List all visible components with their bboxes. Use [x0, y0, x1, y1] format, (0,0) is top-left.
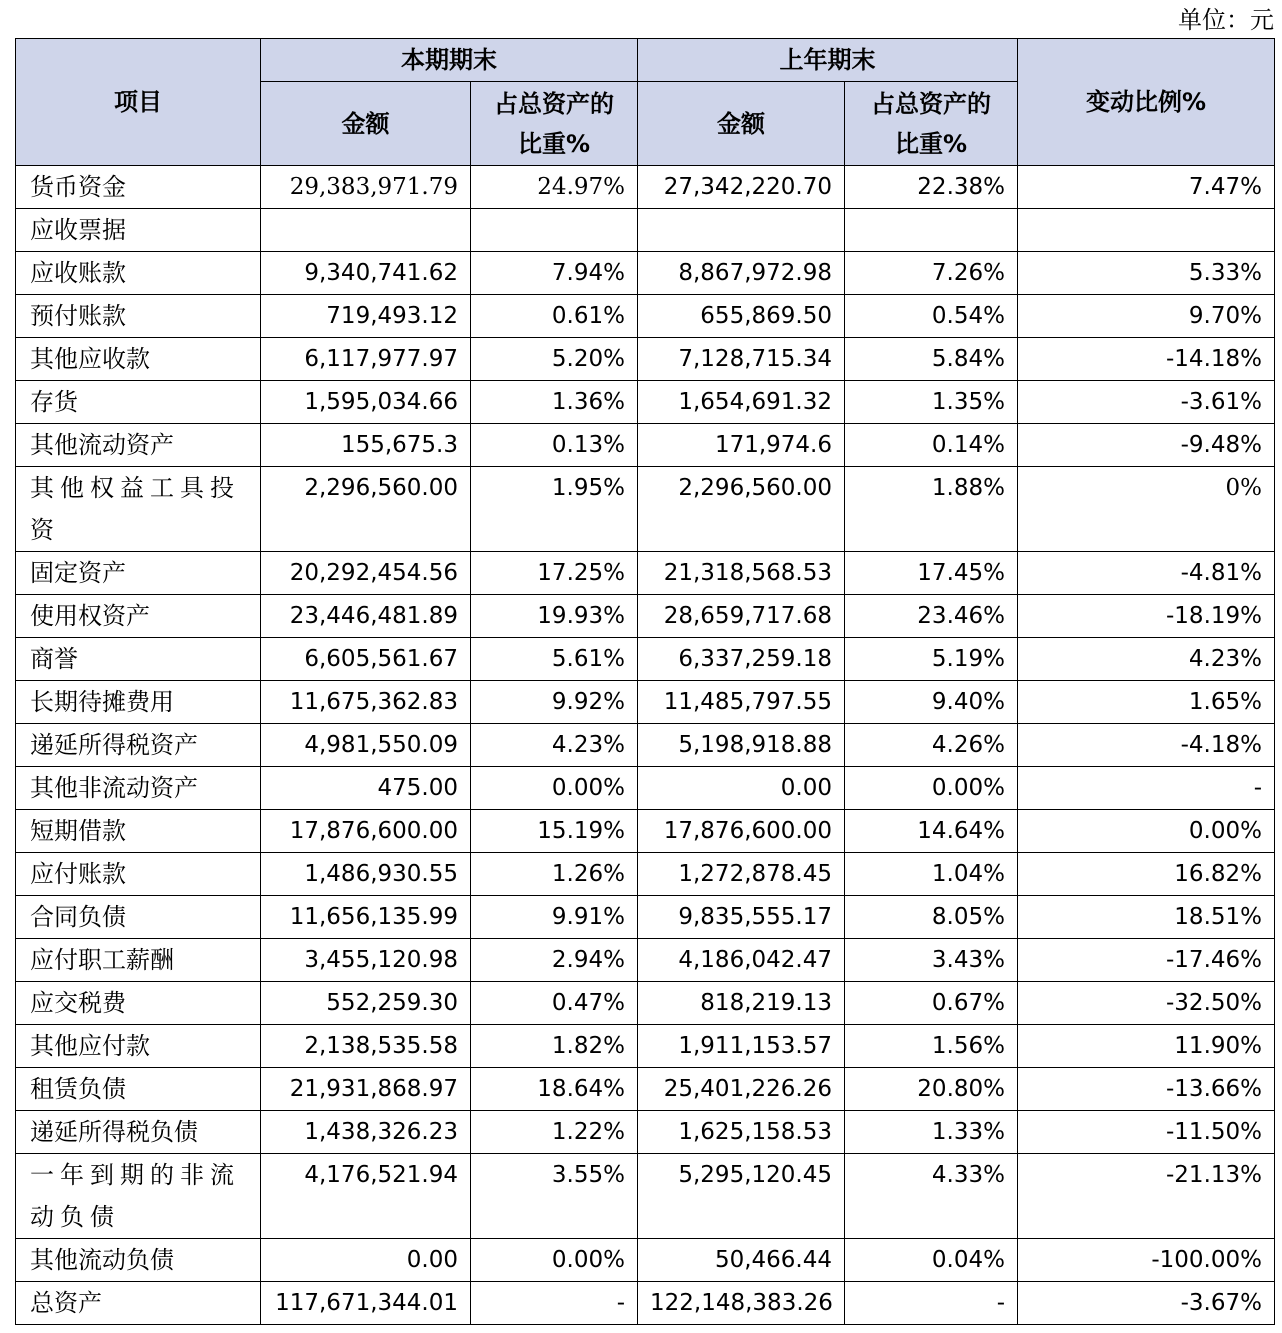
- previous-share: 0.00%: [845, 767, 1018, 810]
- row-item-name: 存货: [16, 381, 261, 424]
- change-ratio: -100.00%: [1018, 1239, 1275, 1282]
- current-amount: 9,340,741.62: [261, 252, 471, 295]
- row-item-name: 总资产: [16, 1282, 261, 1325]
- table-row: [16, 810, 1275, 853]
- previous-amount: [638, 209, 845, 252]
- current-amount: 1,595,034.66: [261, 381, 471, 424]
- previous-share: [845, 209, 1018, 252]
- row-item-name: 递延所得税资产: [16, 724, 261, 767]
- current-amount: 17,876,600.00: [261, 810, 471, 853]
- previous-amount: 28,659,717.68: [638, 595, 845, 638]
- current-share: 3.55%: [471, 1154, 638, 1239]
- table-row: [16, 939, 1275, 982]
- change-ratio: -3.67%: [1018, 1282, 1275, 1325]
- table-row: [16, 1111, 1275, 1154]
- change-ratio: -21.13%: [1018, 1154, 1275, 1239]
- current-amount: 11,656,135.99: [261, 896, 471, 939]
- change-ratio: 18.51%: [1018, 896, 1275, 939]
- current-amount: 475.00: [261, 767, 471, 810]
- previous-amount: 21,318,568.53: [638, 552, 845, 595]
- previous-share: 4.26%: [845, 724, 1018, 767]
- header-current-amount: 金额: [261, 82, 471, 166]
- current-amount: 0.00: [261, 1239, 471, 1282]
- previous-amount: 1,911,153.57: [638, 1025, 845, 1068]
- row-item-name: 固定资产: [16, 552, 261, 595]
- current-share: 17.25%: [471, 552, 638, 595]
- previous-amount: 0.00: [638, 767, 845, 810]
- current-amount: 21,931,868.97: [261, 1068, 471, 1111]
- table-row: [16, 252, 1275, 295]
- table-row: [16, 896, 1275, 939]
- row-item-name: 货币资金: [16, 166, 261, 209]
- header-change-ratio: 变动比例%: [1018, 39, 1275, 166]
- previous-share: 1.04%: [845, 853, 1018, 896]
- change-ratio: -32.50%: [1018, 982, 1275, 1025]
- current-share: 1.22%: [471, 1111, 638, 1154]
- row-item-name: 递延所得税负债: [16, 1111, 261, 1154]
- current-amount: 4,981,550.09: [261, 724, 471, 767]
- change-ratio: 0%: [1018, 467, 1275, 552]
- current-amount: 552,259.30: [261, 982, 471, 1025]
- change-ratio: -4.18%: [1018, 724, 1275, 767]
- row-item-name: 应收票据: [16, 209, 261, 252]
- current-amount: 2,138,535.58: [261, 1025, 471, 1068]
- current-share: 5.61%: [471, 638, 638, 681]
- change-ratio: -18.19%: [1018, 595, 1275, 638]
- header-row-top: [16, 39, 1275, 82]
- change-ratio: 0.00%: [1018, 810, 1275, 853]
- current-share: 19.93%: [471, 595, 638, 638]
- previous-amount: 6,337,259.18: [638, 638, 845, 681]
- row-item-name: 应交税费: [16, 982, 261, 1025]
- change-ratio: -9.48%: [1018, 424, 1275, 467]
- row-item-name: 短期借款: [16, 810, 261, 853]
- previous-amount: 818,219.13: [638, 982, 845, 1025]
- previous-share: 1.88%: [845, 467, 1018, 552]
- change-ratio: -4.81%: [1018, 552, 1275, 595]
- change-ratio: [1018, 209, 1275, 252]
- header-previous-share: 占总资产的比重%: [845, 82, 1018, 166]
- current-share: 2.94%: [471, 939, 638, 982]
- previous-share: 5.84%: [845, 338, 1018, 381]
- unit-label: 单位：元: [1178, 6, 1274, 34]
- previous-share: 17.45%: [845, 552, 1018, 595]
- row-item-name: 一年到期的非流动负债: [16, 1154, 261, 1239]
- row-item-name: 其他流动资产: [16, 424, 261, 467]
- current-amount: 1,438,326.23: [261, 1111, 471, 1154]
- previous-amount: 50,466.44: [638, 1239, 845, 1282]
- previous-share: 1.33%: [845, 1111, 1018, 1154]
- current-share: 0.00%: [471, 1239, 638, 1282]
- previous-amount: 9,835,555.17: [638, 896, 845, 939]
- previous-amount: 5,198,918.88: [638, 724, 845, 767]
- change-ratio: -13.66%: [1018, 1068, 1275, 1111]
- table-row: [16, 1239, 1275, 1282]
- change-ratio: 5.33%: [1018, 252, 1275, 295]
- current-amount: 6,605,561.67: [261, 638, 471, 681]
- current-amount: 155,675.3: [261, 424, 471, 467]
- table-row: [16, 209, 1275, 252]
- row-item-name: 其他应付款: [16, 1025, 261, 1068]
- table-row: [16, 381, 1275, 424]
- row-item-name: 应付账款: [16, 853, 261, 896]
- table-row: [16, 982, 1275, 1025]
- previous-share: 23.46%: [845, 595, 1018, 638]
- row-item-name: 其他流动负债: [16, 1239, 261, 1282]
- row-item-name: 使用权资产: [16, 595, 261, 638]
- current-amount: 20,292,454.56: [261, 552, 471, 595]
- table-row: [16, 1154, 1275, 1239]
- current-share: 1.95%: [471, 467, 638, 552]
- current-share: 15.19%: [471, 810, 638, 853]
- change-ratio: 7.47%: [1018, 166, 1275, 209]
- table-row: [16, 767, 1275, 810]
- previous-amount: 27,342,220.70: [638, 166, 845, 209]
- current-amount: 23,446,481.89: [261, 595, 471, 638]
- current-amount: 1,486,930.55: [261, 853, 471, 896]
- previous-amount: 17,876,600.00: [638, 810, 845, 853]
- previous-share: 20.80%: [845, 1068, 1018, 1111]
- change-ratio: -14.18%: [1018, 338, 1275, 381]
- current-share: -: [471, 1282, 638, 1325]
- current-share: 0.13%: [471, 424, 638, 467]
- previous-amount: 25,401,226.26: [638, 1068, 845, 1111]
- row-item-name: 租赁负债: [16, 1068, 261, 1111]
- previous-amount: 171,974.6: [638, 424, 845, 467]
- current-amount: 11,675,362.83: [261, 681, 471, 724]
- previous-share: -: [845, 1282, 1018, 1325]
- row-item-name: 预付账款: [16, 295, 261, 338]
- previous-share: 22.38%: [845, 166, 1018, 209]
- table-row: [16, 552, 1275, 595]
- row-item-name: 其他权益工具投资: [16, 467, 261, 552]
- current-amount: 2,296,560.00: [261, 467, 471, 552]
- table-row: [16, 595, 1275, 638]
- balance-sheet-table: [15, 38, 1275, 1325]
- previous-amount: 8,867,972.98: [638, 252, 845, 295]
- header-previous-year: 上年期末: [638, 39, 1018, 82]
- table-row: [16, 681, 1275, 724]
- previous-amount: 4,186,042.47: [638, 939, 845, 982]
- previous-share: 0.04%: [845, 1239, 1018, 1282]
- previous-share: 4.33%: [845, 1154, 1018, 1239]
- current-amount: 719,493.12: [261, 295, 471, 338]
- change-ratio: -11.50%: [1018, 1111, 1275, 1154]
- row-item-name: 商誉: [16, 638, 261, 681]
- table-row: [16, 166, 1275, 209]
- current-amount: 6,117,977.97: [261, 338, 471, 381]
- previous-share: 5.19%: [845, 638, 1018, 681]
- previous-amount: 1,654,691.32: [638, 381, 845, 424]
- change-ratio: -17.46%: [1018, 939, 1275, 982]
- row-item-name: 长期待摊费用: [16, 681, 261, 724]
- row-item-name: 应收账款: [16, 252, 261, 295]
- table-row: [16, 1025, 1275, 1068]
- change-ratio: 11.90%: [1018, 1025, 1275, 1068]
- current-amount: 29,383,971.79: [261, 166, 471, 209]
- current-share: 1.36%: [471, 381, 638, 424]
- previous-share: 3.43%: [845, 939, 1018, 982]
- previous-amount: 7,128,715.34: [638, 338, 845, 381]
- previous-share: 1.35%: [845, 381, 1018, 424]
- change-ratio: 16.82%: [1018, 853, 1275, 896]
- current-amount: 4,176,521.94: [261, 1154, 471, 1239]
- current-share: 4.23%: [471, 724, 638, 767]
- table-row: [16, 638, 1275, 681]
- previous-share: 0.54%: [845, 295, 1018, 338]
- previous-share: 0.14%: [845, 424, 1018, 467]
- table-row: [16, 853, 1275, 896]
- current-share: 0.61%: [471, 295, 638, 338]
- previous-amount: 1,625,158.53: [638, 1111, 845, 1154]
- header-current-period: 本期期末: [261, 39, 638, 82]
- current-share: 7.94%: [471, 252, 638, 295]
- previous-amount: 655,869.50: [638, 295, 845, 338]
- change-ratio: 1.65%: [1018, 681, 1275, 724]
- current-share: 0.47%: [471, 982, 638, 1025]
- table-row: [16, 424, 1275, 467]
- change-ratio: -3.61%: [1018, 381, 1275, 424]
- table-row: [16, 1282, 1275, 1325]
- row-item-name: 合同负债: [16, 896, 261, 939]
- header-previous-amount: 金额: [638, 82, 845, 166]
- previous-amount: 2,296,560.00: [638, 467, 845, 552]
- header-current-share: 占总资产的比重%: [471, 82, 638, 166]
- previous-share: 0.67%: [845, 982, 1018, 1025]
- current-share: 1.82%: [471, 1025, 638, 1068]
- previous-amount: 5,295,120.45: [638, 1154, 845, 1239]
- table-row: [16, 1068, 1275, 1111]
- current-share: 5.20%: [471, 338, 638, 381]
- current-share: [471, 209, 638, 252]
- row-item-name: 应付职工薪酬: [16, 939, 261, 982]
- previous-amount: 11,485,797.55: [638, 681, 845, 724]
- table-row: [16, 467, 1275, 552]
- current-share: 1.26%: [471, 853, 638, 896]
- current-share: 9.92%: [471, 681, 638, 724]
- previous-amount: 1,272,878.45: [638, 853, 845, 896]
- previous-share: 14.64%: [845, 810, 1018, 853]
- row-item-name: 其他非流动资产: [16, 767, 261, 810]
- current-share: 0.00%: [471, 767, 638, 810]
- table-row: [16, 338, 1275, 381]
- current-amount: 117,671,344.01: [261, 1282, 471, 1325]
- current-share: 18.64%: [471, 1068, 638, 1111]
- current-amount: [261, 209, 471, 252]
- previous-amount: 122,148,383.26: [638, 1282, 845, 1325]
- row-item-name: 其他应收款: [16, 338, 261, 381]
- previous-share: 1.56%: [845, 1025, 1018, 1068]
- previous-share: 7.26%: [845, 252, 1018, 295]
- current-share: 24.97%: [471, 166, 638, 209]
- current-amount: 3,455,120.98: [261, 939, 471, 982]
- table-row: [16, 295, 1275, 338]
- change-ratio: 4.23%: [1018, 638, 1275, 681]
- change-ratio: -: [1018, 767, 1275, 810]
- header-item: 项目: [16, 39, 261, 166]
- previous-share: 8.05%: [845, 896, 1018, 939]
- change-ratio: 9.70%: [1018, 295, 1275, 338]
- current-share: 9.91%: [471, 896, 638, 939]
- table-row: [16, 724, 1275, 767]
- previous-share: 9.40%: [845, 681, 1018, 724]
